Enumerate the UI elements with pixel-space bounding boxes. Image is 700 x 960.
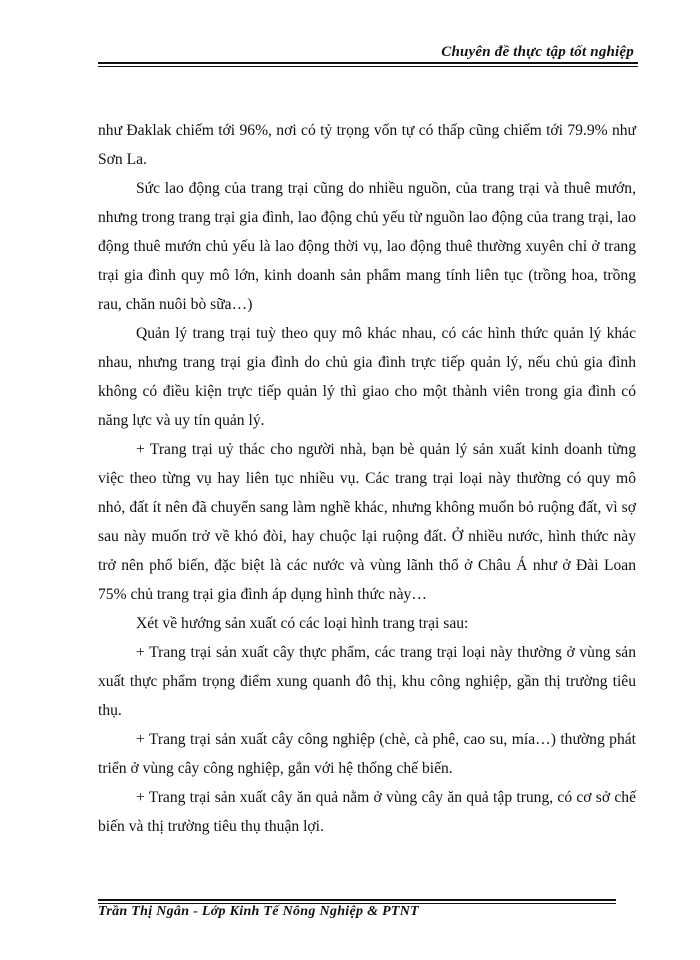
paragraph: Xét về hướng sản xuất có các loại hình trang trại sau: bbox=[136, 615, 469, 632]
paragraph: + Trang trại sản xuất cây công nghiệp (chè, cà phê, cao su, mía…) thường phát triển ở vùng cây công nghiệp, gắn với hệ thống chế biến. bbox=[98, 731, 636, 777]
paragraph: + Trang trại sản xuất cây thực phẩm, các trang trại loại này thường ở vùng sản xuất thực phẩm trọng điểm xung quanh đô thị, khu công nghiệp, gần thị trường tiêu thụ. bbox=[98, 644, 636, 719]
header-rule bbox=[98, 62, 638, 67]
paragraph: như Đaklak chiếm tới 96%, nơi có tỷ trọng vốn tự có thấp cũng chiếm tới 79.9% như Sơn La. bbox=[98, 122, 636, 168]
paragraph: + Trang trại uỷ thác cho người nhà, bạn bè quản lý sản xuất kinh doanh từng việc theo từng vụ hay liên tục nhiều vụ. Các trang trại loại này thường có quy mô nhỏ, đất ít nên đã chuyển sang làm nghề khác, nhưng không muốn bỏ ruộng đất, vì sợ sau này muốn trở về khó đòi, hay chuộc lại ruộng đất. Ở nhiều nước, hình thức này trở nên phổ biến, đặc biệt là các nước và vùng lãnh thổ ở Châu Á như ở Đài Loan 75% chủ trang trại gia đình áp dụng hình thức này… bbox=[98, 441, 636, 603]
running-footer: Trần Thị Ngân - Lớp Kinh Tế Nông Nghiệp & PTNT bbox=[98, 904, 420, 919]
paragraph: Quản lý trang trại tuỳ theo quy mô khác nhau, có các hình thức quản lý khác nhau, nhưng trang trại gia đình do chủ gia đình trực tiếp quản lý, nếu chủ gia đình không có điều kiện trực tiếp quản lý thì giao cho một thành viên trong gia đình có năng lực và uy tín quản lý. bbox=[98, 325, 636, 429]
paragraph: Sức lao động của trang trại cũng do nhiều nguồn, của trang trại và thuê mướn, nhưng trong trang trại gia đình, lao động chủ yếu từ nguồn lao động của trang trại, lao động thuê mướn chủ yếu là lao động thời vụ, lao động thuê thường xuyên chỉ ở trang trại gia đình quy mô lớn, kinh doanh sản phẩm mang tính liên tục (trồng hoa, trồng rau, chăn nuôi bò sữa…) bbox=[98, 180, 636, 313]
body-text bbox=[98, 116, 636, 841]
running-header: Chuyên đề thực tập tốt nghiệp bbox=[441, 44, 634, 60]
paragraph: + Trang trại sản xuất cây ăn quả nằm ở vùng cây ăn quả tập trung, có cơ sở chế biến và thị trường tiêu thụ thuận lợi. bbox=[98, 789, 636, 835]
